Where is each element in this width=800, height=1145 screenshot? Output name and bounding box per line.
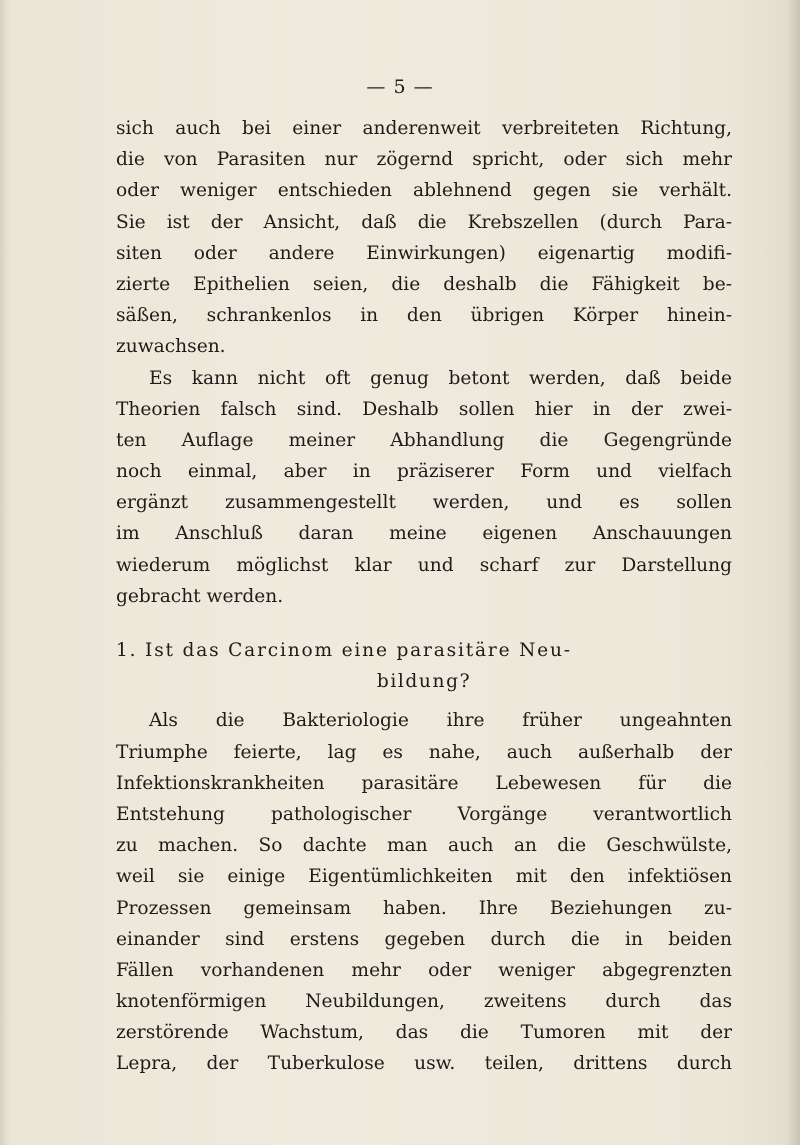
paragraph-3 — [116, 705, 732, 1079]
text-line: Lepra, der Tuberkulose usw. teilen, drittens durch — [116, 1053, 732, 1075]
text-line: einander sind erstens gegeben durch die in beiden — [116, 928, 732, 950]
text-line: knotenförmigen Neubildungen, zweitens durch das — [116, 991, 732, 1013]
text-line: Es kann nicht oft genug betont werden, daß beide — [149, 367, 732, 389]
text-line: Infektionskrankheiten parasitäre Lebewesen für die — [116, 772, 732, 794]
text-line: säßen, schrankenlos in den übrigen Körper hinein- — [116, 305, 732, 327]
text-line: ten Auflage meiner Abhandlung die Gegengründe — [116, 429, 732, 451]
section-heading-line-1: 1. Ist das Carcinom eine parasitäre Neu- — [116, 640, 572, 661]
text-line: Als die Bakteriologie ihre früher ungeahnten — [149, 710, 732, 732]
text-line: ergänzt zusammengestellt werden, und es sollen — [116, 492, 732, 514]
text-line: im Anschluß daran meine eigenen Anschauungen — [116, 523, 732, 545]
text-line: siten oder andere Einwirkungen) eigenartig modifi- — [116, 242, 732, 264]
text-line: oder weniger entschieden ablehnend gegen sie verhält. — [116, 180, 732, 202]
text-line: gebracht werden. — [116, 585, 284, 607]
text-line: Entstehung pathologischer Vorgänge verantwortlich — [116, 803, 732, 825]
text-line: Prozessen gemeinsam haben. Ihre Beziehungen zu- — [116, 897, 732, 919]
page-left-shadow — [0, 0, 10, 1145]
page-right-shadow — [786, 0, 800, 1145]
section-heading — [116, 635, 732, 697]
text-line: wiederum möglichst klar und scharf zur Darstellung — [116, 554, 732, 576]
body-text — [116, 113, 732, 1080]
text-line: Fällen vorhandenen mehr oder weniger abgegrenzten — [116, 959, 732, 981]
paragraph-1 — [116, 113, 732, 363]
text-line: noch einmal, aber in präziserer Form und vielfach — [116, 461, 732, 483]
text-line: Sie ist der Ansicht, daß die Krebszellen (durch Para- — [116, 211, 732, 233]
text-line: Theorien falsch sind. Deshalb sollen hier in der zwei- — [116, 398, 732, 420]
section-gap — [116, 612, 732, 635]
text-line: zu machen. So dachte man auch an die Geschwülste, — [116, 835, 732, 857]
text-line: Triumphe feierte, lag es nahe, auch außerhalb der — [116, 741, 732, 763]
paragraph-2 — [116, 363, 732, 613]
text-line: zierte Epithelien seien, die deshalb die Fähigkeit be- — [116, 273, 732, 295]
text-line: weil sie einige Eigentümlichkeiten mit den infektiösen — [116, 866, 732, 888]
text-line: zuwachsen. — [116, 336, 226, 358]
text-line: die von Parasiten nur zögernd spricht, oder sich mehr — [116, 149, 732, 171]
text-line: zerstörende Wachstum, das die Tumoren mit der — [116, 1022, 732, 1044]
text-line: sich auch bei einer anderenweit verbreiteten Richtung, — [116, 118, 732, 139]
section-heading-line-2: bildung? — [376, 671, 472, 693]
page-number: — 5 — — [366, 76, 434, 98]
